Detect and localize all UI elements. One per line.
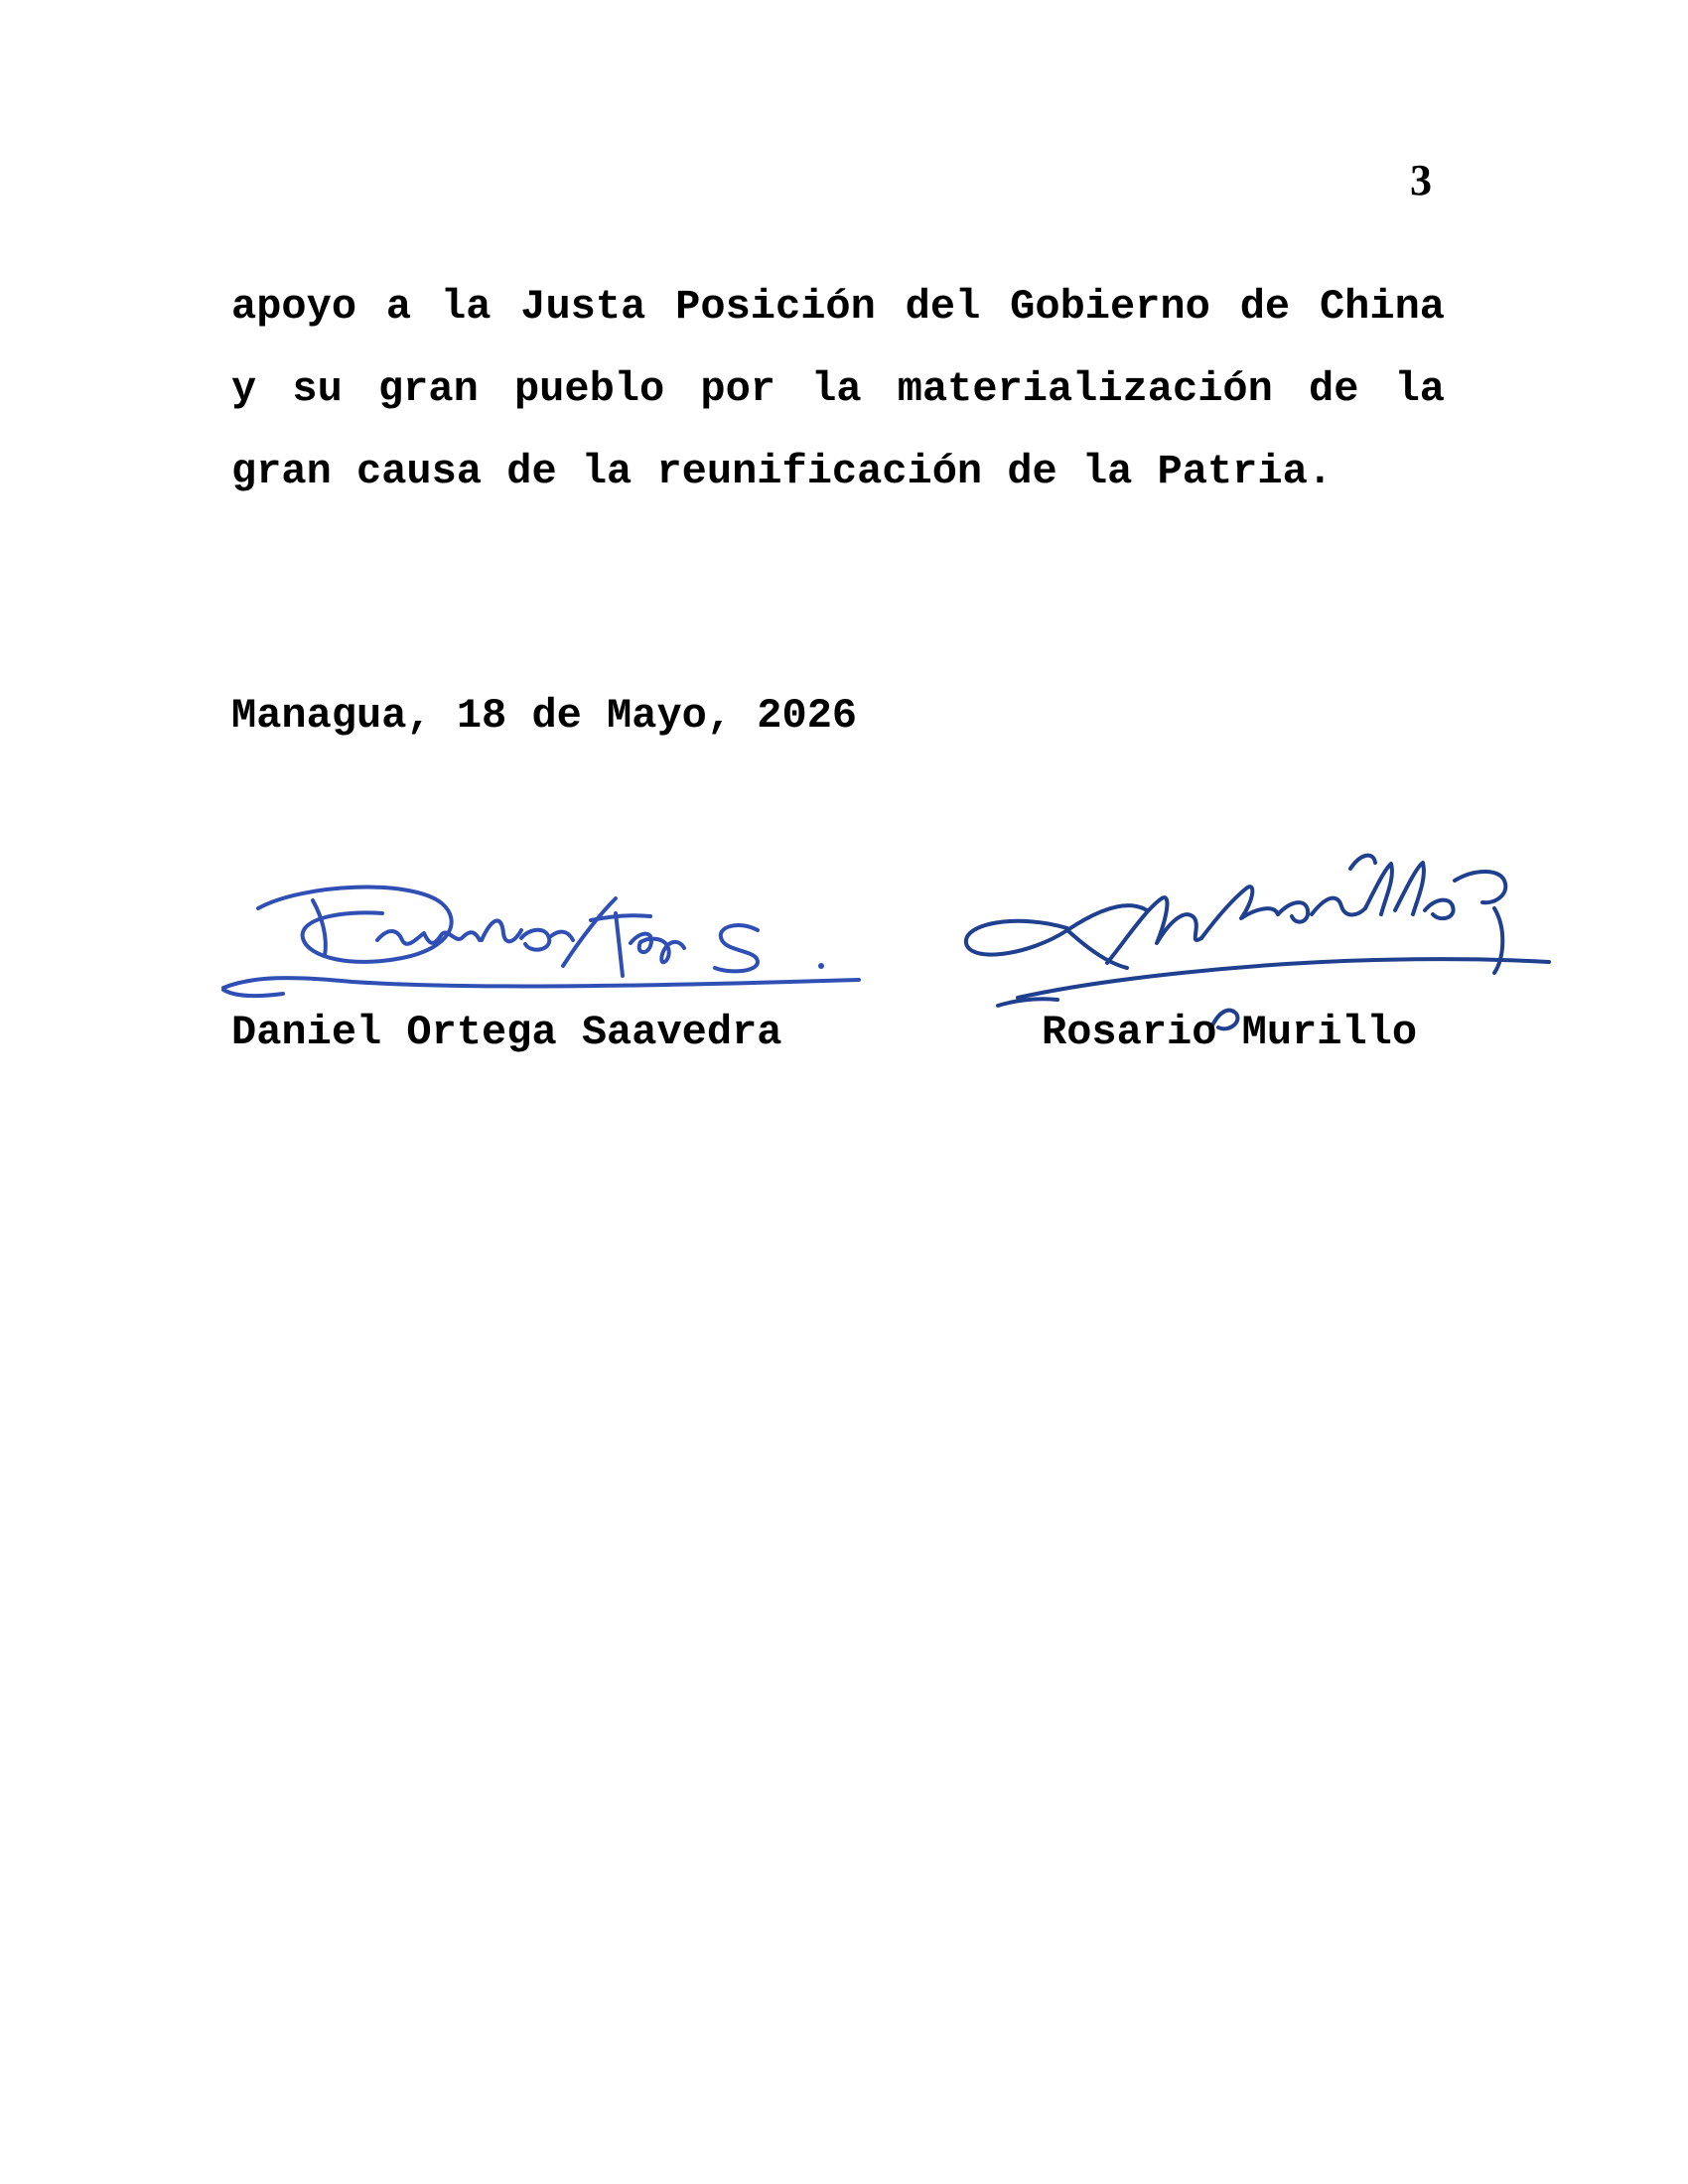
page-number: 3 [1410,156,1432,205]
signature-ortega-image [213,859,869,1008]
signer-name-ortega: Daniel Ortega Saavedra [231,1009,782,1056]
date-line: Managua, 18 de Mayo, 2026 [231,692,858,740]
signer-name-murillo: Rosario Murillo [1042,1009,1418,1056]
body-paragraph: apoyo a la Justa Posición del Gobierno de China y su gran pueblo por la materialización de la gran causa de la reunificación de la Patria. [231,283,1445,495]
